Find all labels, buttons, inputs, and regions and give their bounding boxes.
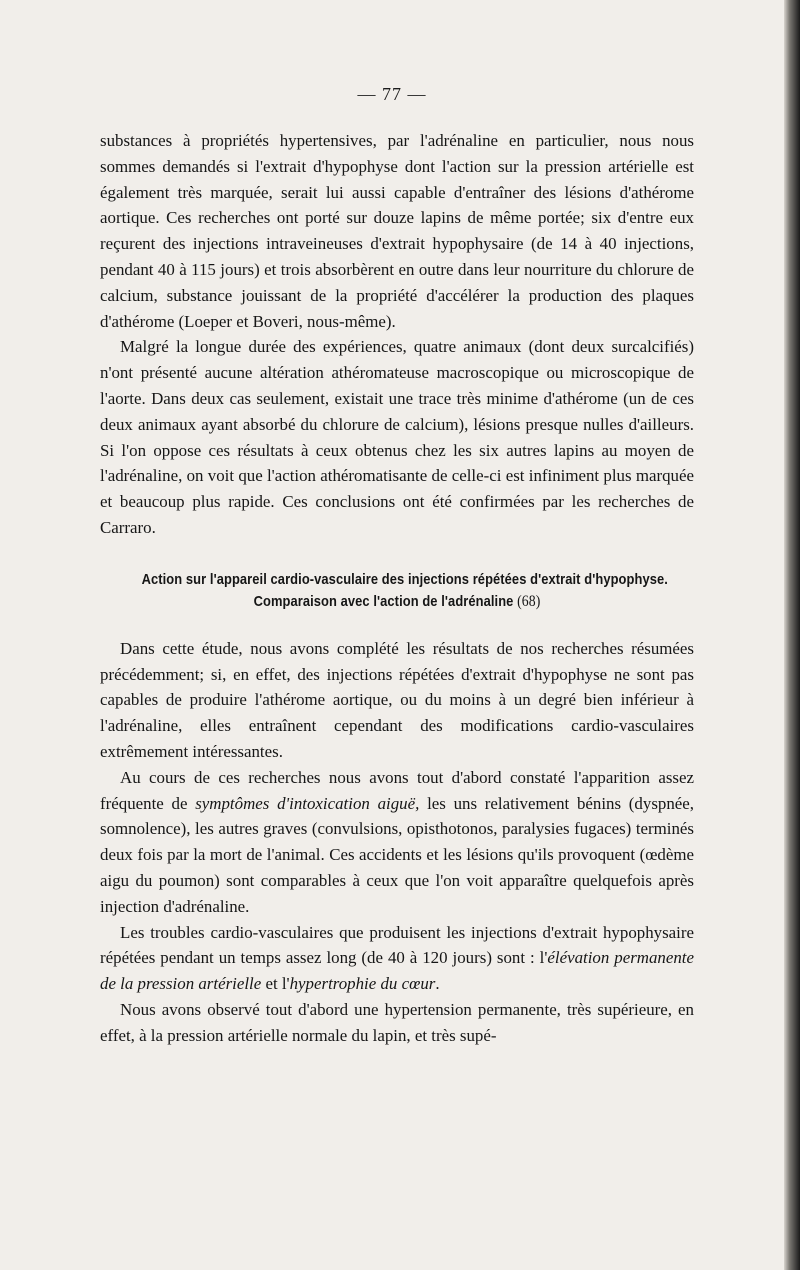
paragraph-5-italic-2: hypertrophie du cœur <box>289 974 436 994</box>
section-heading-line-1: Action sur l'appareil cardio-vasculaire des injections répétées d'extrait d'hypophyse. <box>141 570 668 588</box>
paragraph-5 <box>100 920 694 997</box>
paragraph-4-text-a: Au cours de ces recherches nous avons tout d'abord constaté l'apparition assez fréquente de <box>100 767 694 813</box>
page-body <box>100 128 694 1049</box>
page-edge-shadow <box>784 0 800 1270</box>
paragraph-4 <box>100 765 694 920</box>
paragraph-4-italic: symptômes d'intoxication aiguë, <box>195 793 420 813</box>
paragraph-5-text-c: . <box>435 974 440 994</box>
paragraph-5-text-b: et l' <box>261 974 290 994</box>
section-heading-line-2-text: Comparaison avec l'action de l'adrénaline <box>253 592 514 610</box>
paragraph-2: Malgré la longue durée des expériences, quatre animaux (dont deux surcalcifiés) n'ont présenté aucune altération athéromateuse macroscopique ou microscopique de l'aorte. Dans deux cas seulement, existait une trace très minime d'athérome (un de ces deux animaux ayant absorbé du chlorure de calcium), lésions presque nulles d'ailleurs. Si l'on oppose ces résultats à ceux obtenus chez les six autres lapins au moyen de l'adrénaline, on voit que l'action athéromatisante de celle-ci est infiniment plus marquée et beaucoup plus rapide. Ces conclusions ont été confirmées par les recherches de Carraro. <box>100 337 694 537</box>
section-heading <box>141 569 668 613</box>
section-heading-line-2 <box>142 591 653 613</box>
paragraph-3: Dans cette étude, nous avons complété les résultats de nos recherches résumées précédemment; si, en effet, des injections répétées d'extrait d'hypophyse ne sont pas capables de produire l'athérome aortique, ou du moins à un degré bien inférieur à l'adrénaline, elles entraînent cependant des modifications cardio-vasculaires extrêmement intéressantes. <box>100 638 694 761</box>
paragraph-6: Nous avons observé tout d'abord une hypertension permanente, très supérieure, en effet, à la pression artérielle normale du lapin, et très supé- <box>100 999 694 1045</box>
page-number: — 77 — <box>357 84 427 104</box>
reference-number: (68) <box>517 592 541 610</box>
paragraph-1: substances à propriétés hypertensives, par l'adrénaline en particulier, nous nous sommes demandés si l'extrait d'hypophyse dont l'action sur la pression artérielle est également très marquée, serait lui aussi capable d'entraîner des lésions d'athérome aortique. Ces recherches ont porté sur douze lapins de même portée; six d'entre eux reçurent des injections intraveineuses d'extrait hypophysaire (de 14 à 40 injections, pendant 40 à 115 jours) et trois absorbèrent en outre dans leur nourriture du chlorure de calcium, substance jouissant de la propriété d'accélérer la production des plaques d'athérome (Loeper et Boveri, nous-même). <box>100 131 694 331</box>
paragraph-5-text-a: Les troubles cardio-vasculaires que produisent les injections d'extrait hypophysaire répétées pendant un temps assez long (de 40 à 120 jours) sont : l' <box>100 922 694 968</box>
paragraph-4-text-b: les uns relativement bénins (dyspnée, somnolence), les autres graves (convulsions, opisthotonos, paralysies fugaces) terminés deux fois par la mort de l'animal. Ces accidents et les lésions qu'ils provoquent (œdème aigu du poumon) sont comparables à ceux que l'on voit apparaître quelquefois après injection d'adrénaline. <box>100 793 695 916</box>
paragraph-5-italic-1: élévation permanente de la pression artérielle <box>100 948 694 994</box>
